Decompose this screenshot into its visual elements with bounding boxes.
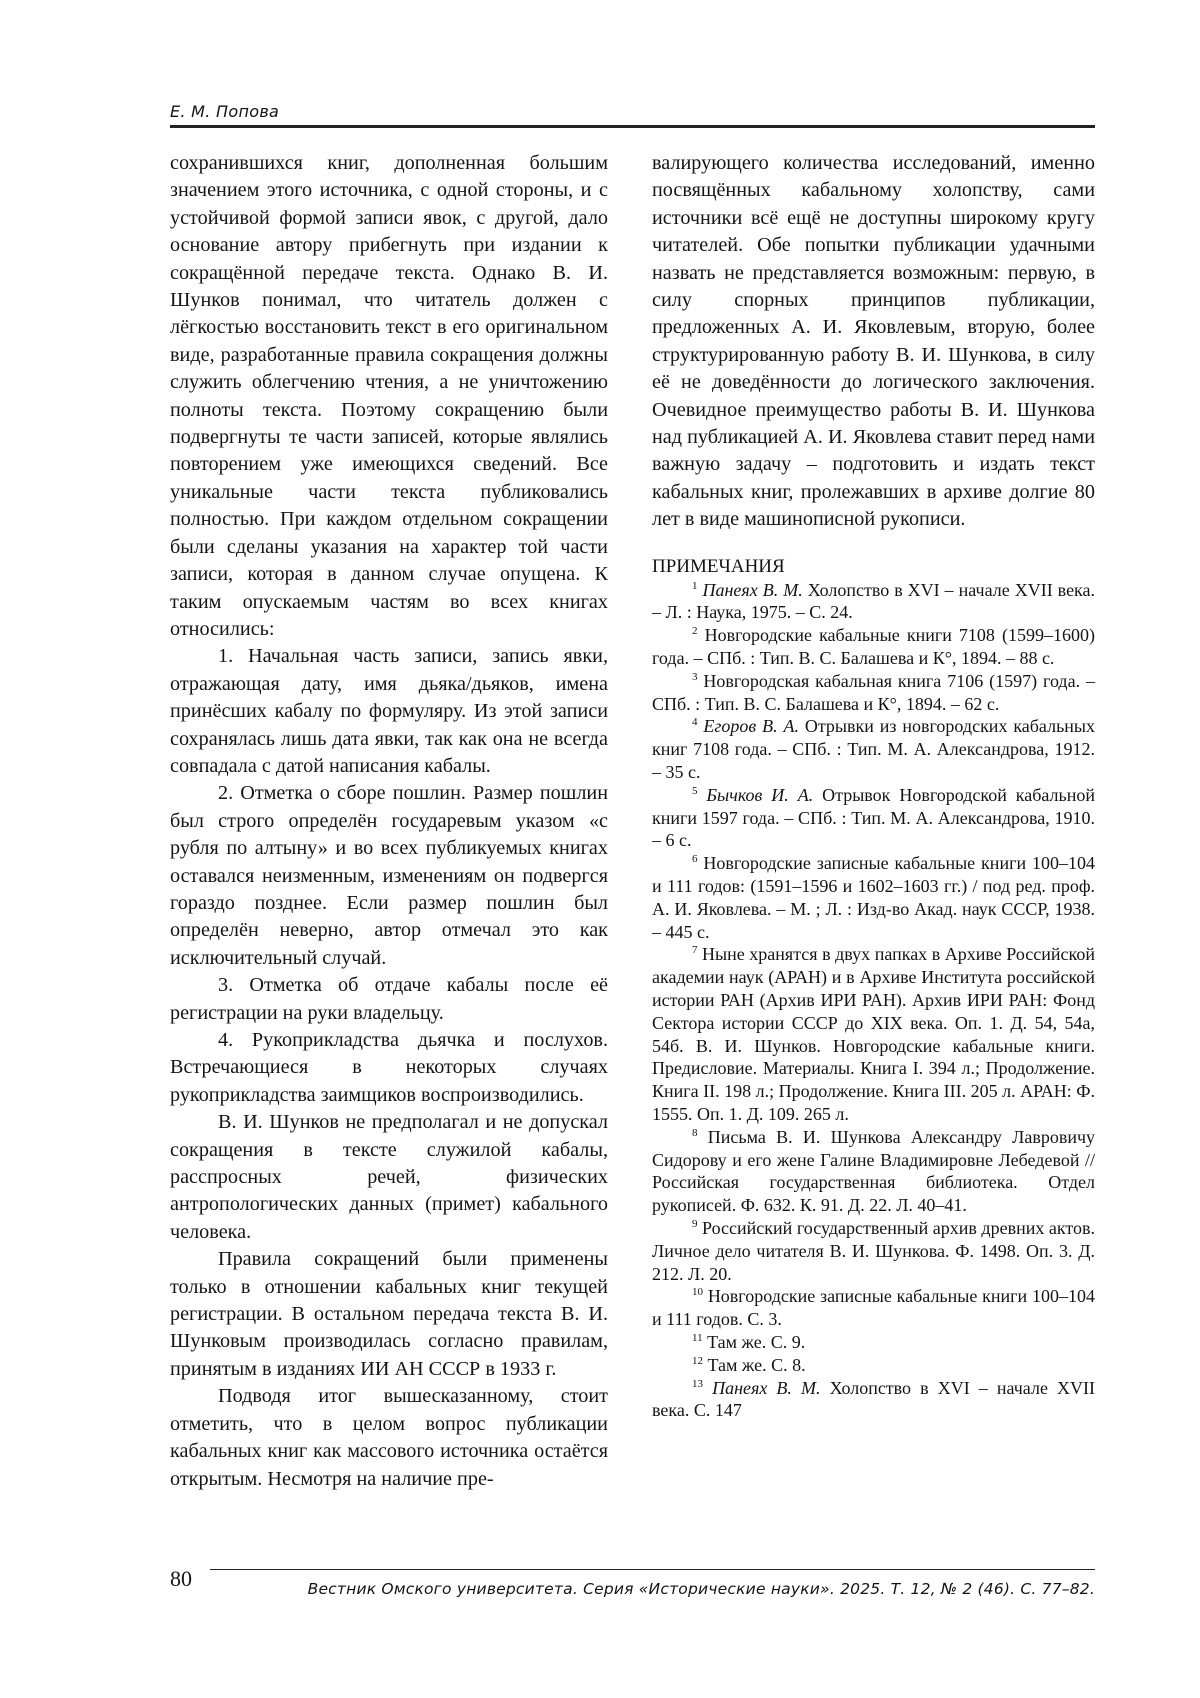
- note-number: 5: [692, 784, 698, 797]
- note-number: 10: [692, 1286, 703, 1299]
- note-text: Холопство в XVI – начале XVII века. – Л. : Наука, 1975. – С. 24.: [652, 579, 1096, 623]
- paragraph: В. И. Шунков не предполагал и не допускал сокращения в тексте служилой кабалы, расспросных речей, физических антропологических данных (примет) кабального человека.: [170, 1111, 608, 1243]
- paragraph: Правила сокращений были применены только в отношении кабальных книг текущей регистрации. В остальном передача текста В. И. Шунковым производилась согласно правилам, принятым в изданиях ИИ АН СССР в 1933 г.: [170, 1248, 608, 1380]
- list-item: 3. Отметка об отдаче кабалы после её регистрации на руки владельцу.: [170, 974, 608, 1024]
- note-number: 9: [692, 1218, 698, 1230]
- note-text: Отрывок Новгородской кабальной книги 1597 года. – СПб. : Тип. М. А. Александрова, 1910. – 6 с.: [652, 784, 1096, 851]
- note-text: Там же. С. 9.: [707, 1331, 806, 1352]
- left-column: [170, 150, 608, 1493]
- note-number: 12: [692, 1354, 703, 1367]
- note-item: [652, 1285, 1095, 1331]
- note-text: Новгородские записные кабальные книги 100–104 и 111 годов. С. 3.: [652, 1286, 1096, 1330]
- note-number: 1: [692, 579, 698, 592]
- note-item: [652, 1377, 1095, 1423]
- note-text: Новгородские записные кабальные книги 100–104 и 111 годов: (1591–1596 и 1602–1603 гг.) / под ред. проф. А. И. Яковлева. – М. ; Л. : Изд-во Акад. наук СССР, 1938. – 445 с.: [652, 853, 1095, 942]
- note-text: Холопство в XVI – начале XVII века. С. 147: [652, 1377, 1095, 1421]
- note-item: [652, 579, 1095, 625]
- note-author: Егоров В. А.: [703, 716, 799, 737]
- note-number: 6: [692, 853, 698, 866]
- note-text: Письма В. И. Шункова Александру Лавровичу Сидорову и его жене Галине Владимировне Лебедевой // Российская государственная библиотека. Отдел рукописей. Ф. 632. К. 91. Д. 22. Л. 40–41.: [652, 1126, 1096, 1216]
- note-text: Новгородские кабальные книги 7108 (1599–1600) года. – СПб. : Тип. В. С. Балашева и К°, 1894. – 88 с.: [652, 625, 1095, 669]
- header-rule: [170, 125, 1095, 128]
- notes-title: ПРИМЕЧАНИЯ: [652, 555, 785, 577]
- note-item: [652, 852, 1095, 943]
- note-text: Новгородская кабальная книга 7106 (1597) года. – СПб. : Тип. В. С. Балашева и К°, 1894. – 62 с.: [652, 670, 1095, 714]
- note-author: Панеях В. М.: [712, 1377, 821, 1398]
- note-item: [652, 1126, 1095, 1217]
- footer-rule: [210, 1569, 1095, 1570]
- note-item: [652, 670, 1095, 716]
- note-text: Российский государственный архив древних актов. Личное дело читателя В. И. Шункова. Ф. 1498. Оп. 3. Д. 212. Л. 20.: [652, 1218, 1096, 1284]
- paragraph: Подводя итог вышесказанному, стоит отметить, что в целом вопрос публикации кабальных книг как массового источника остаётся открытым. Несмотря на наличие пре-: [170, 1385, 608, 1490]
- list-item: 2. Отметка о сборе пошлин. Размер пошлин был строго определён государевым указом «с рубля по алтыну» и во всех публикуемых книгах оставался неизменным, изменениям он подвергся гораздо позднее. Если размер пошлин был определён неверно, автор отмечал это как исключительный случай.: [170, 782, 608, 969]
- paragraph: сохранившихся книг, дополненная большим значением этого источника, с одной стороны, и с устойчивой формой записи явок, с другой, дало основание автору прибегнуть при издании к сокращённой передаче текста. Однако В. И. Шунков понимал, что читатель должен с лёгкостью восстановить текст в его оригинальном виде, разработанные правила сокращения должны служить облегчению чтения, а не уничтожению полноты текста. Поэтому сокращению были подвергнуты те части записей, которые являлись повторением уже имеющихся сведений. Все уникальные части текста публиковались полностью. При каждом отдельном сокращении были сделаны указания на характер той части записи, которая в данном случае опущена. К таким опускаемым частям во всех книгах относились:: [170, 152, 608, 640]
- note-text: Там же. С. 8.: [707, 1354, 806, 1375]
- list-item: 4. Рукоприкладства дьячка и послухов. Встречающиеся в некоторых случаях рукоприкладства заимщиков воспроизводились.: [170, 1029, 608, 1106]
- note-item: [652, 1354, 1095, 1377]
- paragraph: валирующего количества исследований, именно посвящённых кабальному холопству, сами источники всё ещё не доступны широкому кругу читателей. Обе попытки публикации удачными назвать не представляется возможным: первую, в силу спорных принципов публикации, предложенных А. И. Яковлевым, вторую, более структурированную работу В. И. Шункова, в силу её не доведённости до логического заключения. Очевидное преимущество работы В. И. Шункова над публикацией А. И. Яковлева ставит перед нами важную задачу – подготовить и издать текст кабальных книг, пролежавших в архиве долгие 80 лет в виде машинописной рукописи.: [652, 152, 1095, 531]
- notes-list: [652, 579, 1095, 1422]
- note-author: Панеях В. М.: [702, 579, 803, 600]
- note-item: [652, 624, 1095, 670]
- note-author: Бычков И. А.: [706, 784, 814, 805]
- right-column: [652, 150, 1095, 1422]
- note-item: [652, 1217, 1095, 1285]
- journal-citation: Вестник Омского университета. Серия «Исторические науки». 2025. Т. 12, № 2 (46). С. 77–82.: [307, 1580, 1095, 1598]
- note-number: 2: [692, 625, 698, 638]
- note-number: 8: [692, 1126, 698, 1139]
- note-number: 3: [692, 670, 698, 683]
- note-number: 4: [692, 716, 698, 729]
- note-number: 11: [692, 1331, 703, 1344]
- note-item: [652, 943, 1095, 1125]
- list-item: 1. Начальная часть записи, запись явки, отражающая дату, имя дьяка/дьяков, имена принёсших кабалу по формуляру. Из этой записи сохранялась лишь дата явки, так как она не всегда совпадала с датой написания кабалы.: [170, 645, 608, 777]
- page-number: 80: [170, 1566, 192, 1591]
- note-number: 13: [692, 1377, 703, 1390]
- note-item: [652, 715, 1095, 783]
- note-text: Отрывки из новгородских кабальных книг 7108 года. – СПб. : Тип. М. А. Александрова, 1912. – 35 с.: [652, 716, 1096, 783]
- running-head-author: Е. М. Попова: [170, 102, 280, 121]
- note-text: Ныне хранятся в двух папках в Архиве Российской академии наук (АРАН) и в Архиве Института российской истории РАН (Архив ИРИ РАН). Архив ИРИ РАН: Фонд Сектора истории СССР до XIX века. Оп. 1. Д. 54, 54а, 54б. В. И. Шунков. Новгородские кабальные книги. Предисловие. Материалы. Книга I. 394 л.; Продолжение. Книга II. 198 л.; Продолжение. Книга III. 205 л. АРАН: Ф. 1555. Оп. 1. Д. 109. 265 л.: [652, 944, 1096, 1125]
- note-number: 7: [692, 944, 698, 957]
- note-item: [652, 1331, 1095, 1354]
- note-item: [652, 784, 1095, 852]
